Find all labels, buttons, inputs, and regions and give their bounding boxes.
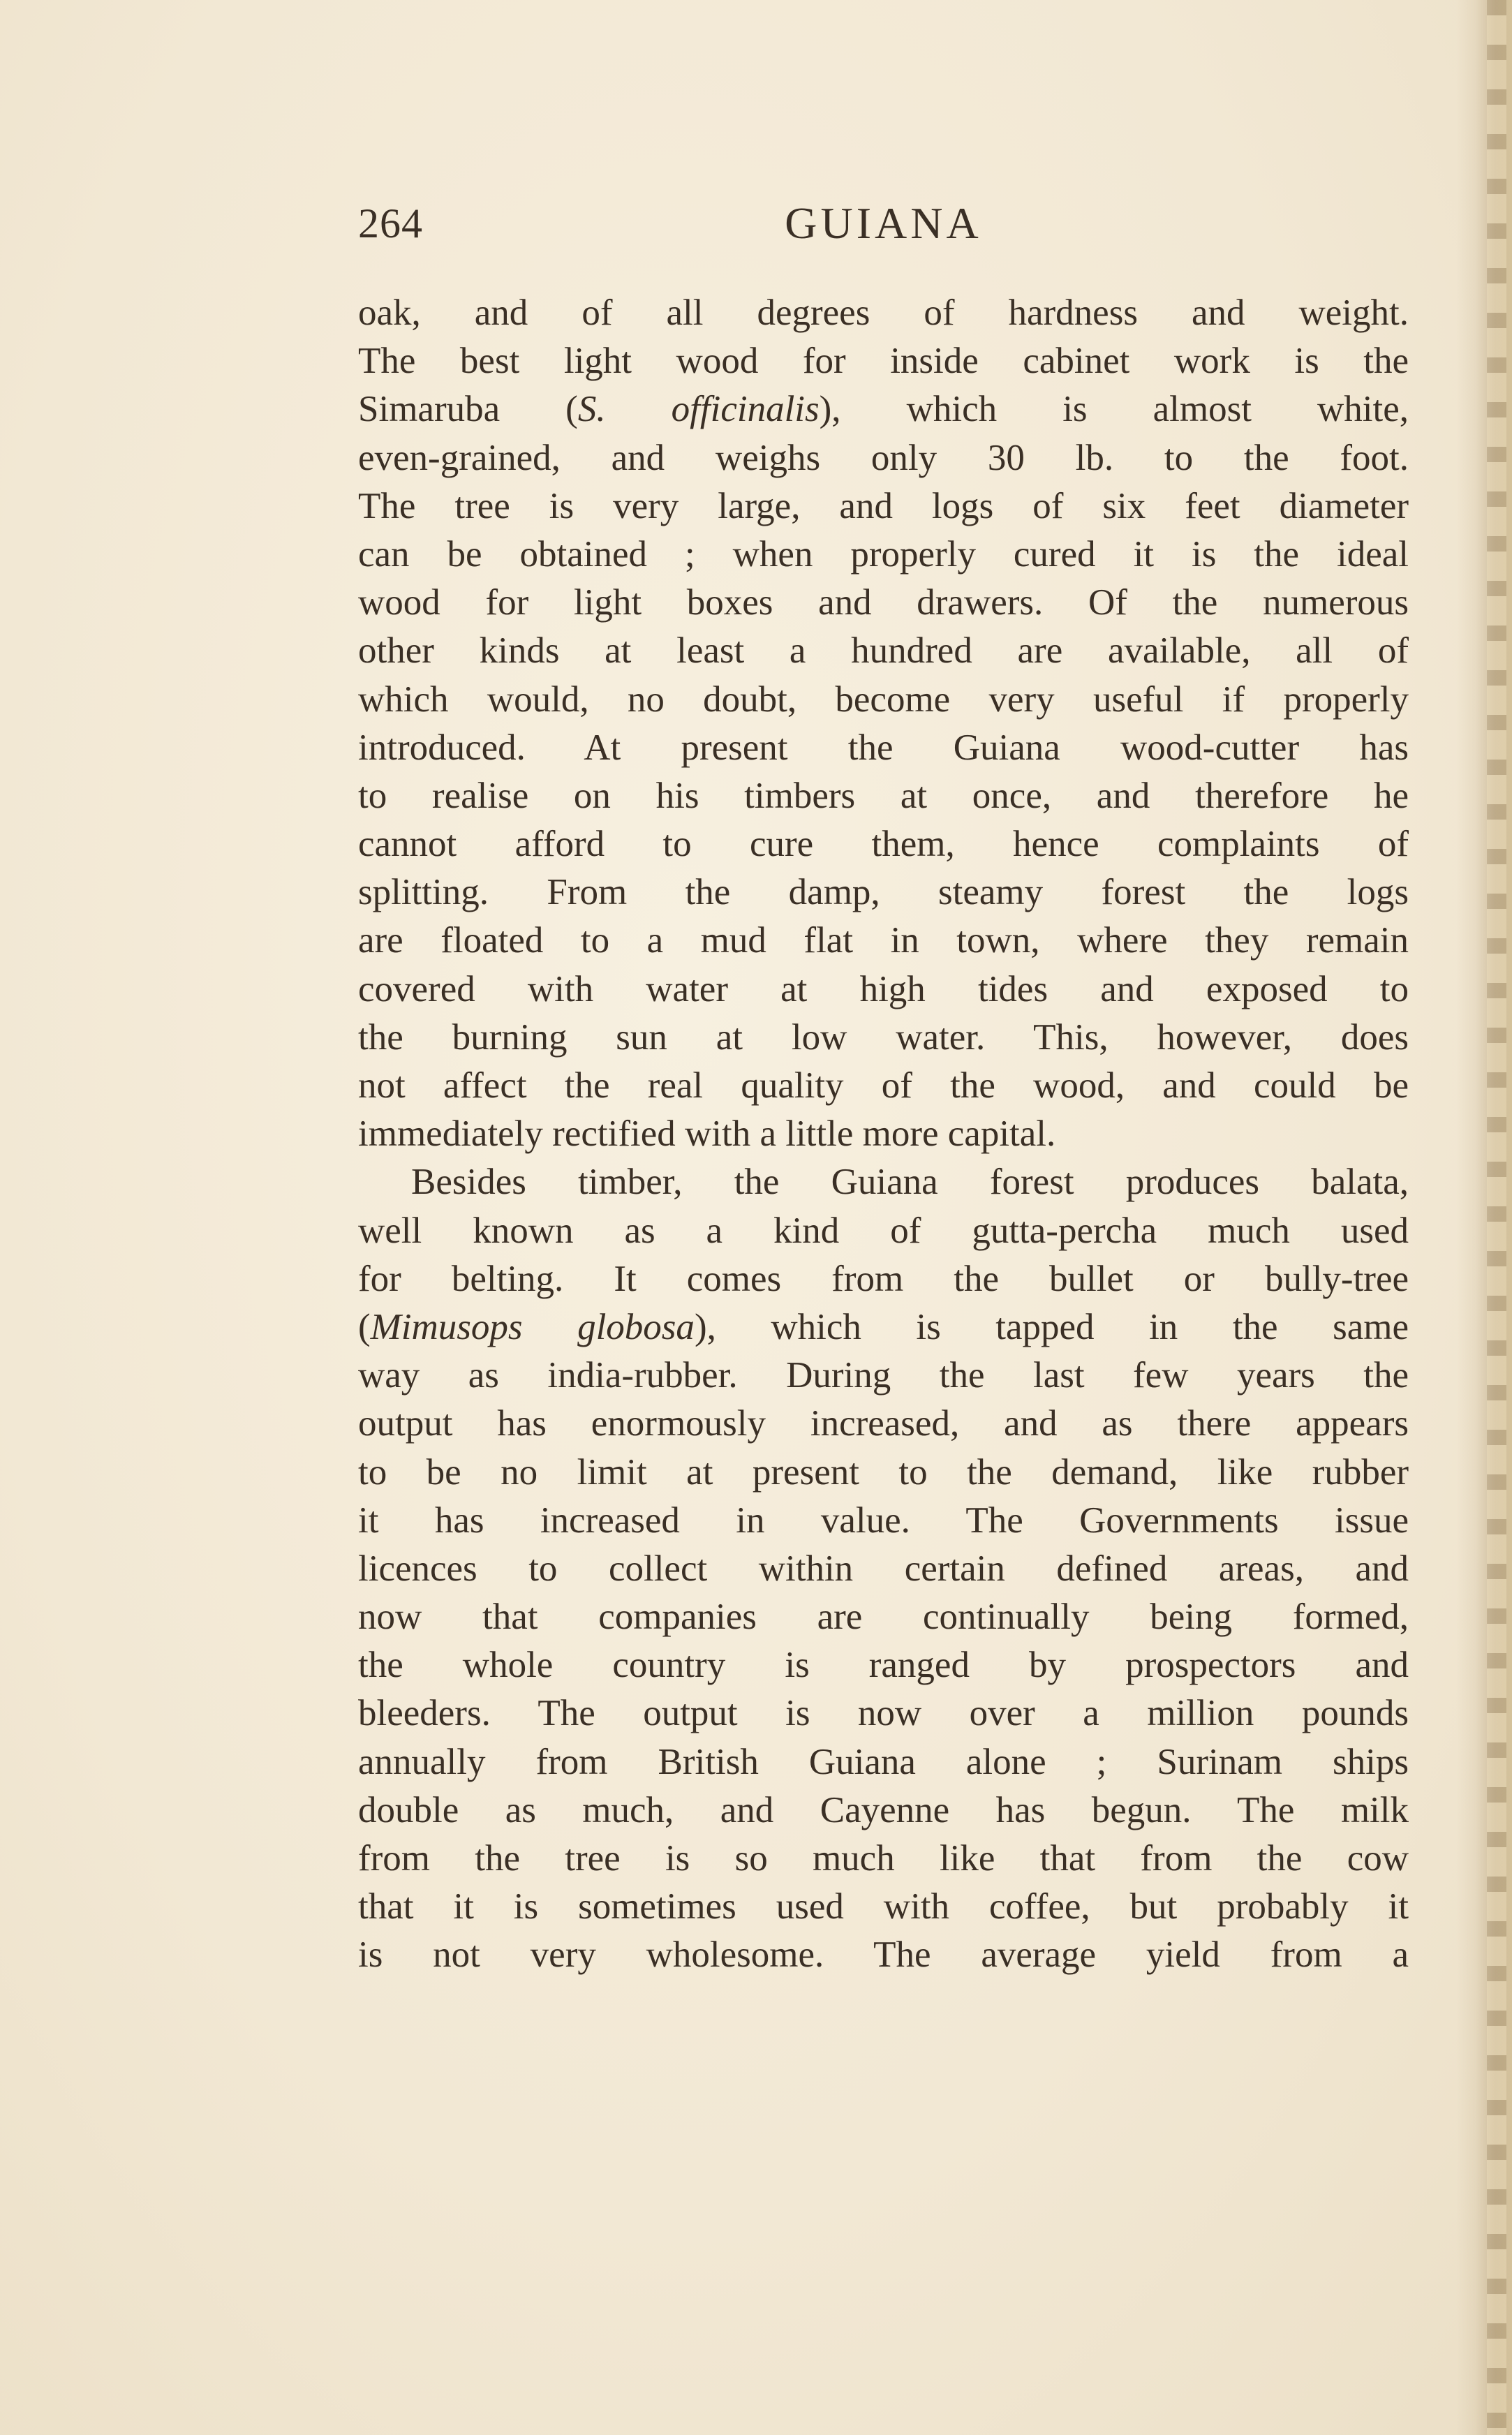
text-line: the whole country is ranged by prospectors and [358, 1645, 1409, 1686]
text-line: it has increased in value. The Governments issue [358, 1500, 1409, 1541]
text-line: the burning sun at low water. This, however, does [358, 1016, 1409, 1058]
text-line [358, 385, 1409, 434]
running-head [358, 195, 1409, 251]
text-line: wood for light boxes and drawers. Of the numerous [358, 582, 1409, 623]
text-run: ), which is tapped in the same [694, 1306, 1409, 1347]
text-run: ( [358, 1306, 371, 1347]
paragraph-start-line: Besides timber, the Guiana forest produces balata, [411, 1162, 1409, 1203]
running-title: GUIANA [785, 198, 982, 248]
text-line: covered with water at high tides and exposed to [358, 968, 1409, 1009]
page-number: 264 [358, 200, 423, 246]
text-line: The best light wood for inside cabinet work is the [358, 341, 1409, 382]
text-line: even-grained, and weighs only 30 lb. to the foot. [358, 437, 1409, 478]
text-line: licences to collect within certain defined areas, and [358, 1548, 1409, 1589]
text-line: splitting. From the damp, steamy forest the logs [358, 872, 1409, 913]
text-line: other kinds at least a hundred are available, all of [358, 630, 1409, 672]
text-line: double as much, and Cayenne has begun. The milk [358, 1789, 1409, 1830]
text-line: annually from British Guiana alone ; Surinam ships [358, 1741, 1409, 1782]
italic-species-name: Mimusops globosa [370, 1306, 695, 1347]
italic-species-name: S. officinalis [577, 389, 820, 430]
text-line: bleeders. The output is now over a million pounds [358, 1693, 1409, 1734]
text-line: for belting. It comes from the bullet or bully-tree [358, 1258, 1409, 1299]
text-line: now that companies are continually being formed, [358, 1597, 1409, 1638]
text-line: not affect the real quality of the wood, and could be [358, 1065, 1409, 1106]
text-line: are floated to a mud flat in town, where they remain [358, 920, 1409, 961]
text-line: output has enormously increased, and as there appears [358, 1403, 1409, 1444]
text-run: Simaruba ( [358, 389, 578, 430]
text-line: from the tree is so much like that from the cow [358, 1838, 1409, 1879]
text-line: is not very wholesome. The average yield from a [358, 1934, 1409, 1976]
text-line: which would, no doubt, become very useful if properly [358, 679, 1409, 720]
text-line: way as india-rubber. During the last few years the [358, 1355, 1409, 1396]
paragraph-end-line: immediately rectified with a little more capital. [358, 1113, 1056, 1155]
text-run: ), which is almost white, [819, 389, 1409, 430]
page-edge-shadow [1456, 0, 1512, 2435]
text-line: cannot afford to cure them, hence complaints of [358, 824, 1409, 865]
text-line: introduced. At present the Guiana wood-cutter has [358, 727, 1409, 768]
text-line: to be no limit at present to the demand, like rubber [358, 1451, 1409, 1493]
text-line: well known as a kind of gutta-percha much used [358, 1210, 1409, 1251]
body-text [358, 289, 1409, 1980]
text-line: can be obtained ; when properly cured it is the ideal [358, 533, 1409, 575]
text-line: that it is sometimes used with coffee, but probably it [358, 1886, 1409, 1927]
page-edge-stripes [1487, 0, 1506, 2435]
text-line [358, 1303, 1409, 1352]
text-line: The tree is very large, and logs of six feet diameter [358, 485, 1409, 526]
text-line: to realise on his timbers at once, and therefore he [358, 775, 1409, 816]
text-line: oak, and of all degrees of hardness and weight. [358, 293, 1409, 333]
